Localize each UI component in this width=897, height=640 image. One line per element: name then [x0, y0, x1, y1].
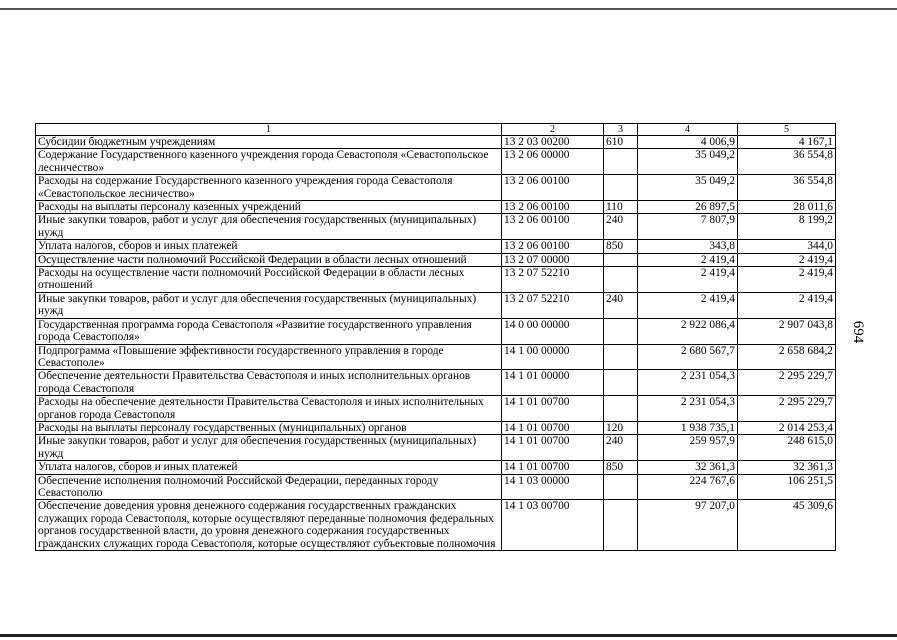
table-row: [36, 421, 836, 434]
row-value-1-cell: 2 231 054,3: [638, 396, 738, 422]
row-value-2-cell: 2 419,4: [738, 267, 836, 293]
row-csr-cell: 13 2 03 00200: [502, 136, 604, 149]
row-name-cell: Уплата налогов, сборов и иных платежей: [36, 240, 502, 253]
row-value-1-cell: 32 361,3: [638, 461, 738, 474]
row-value-1-cell: 343,8: [638, 240, 738, 253]
row-name-cell: Уплата налогов, сборов и иных платежей: [36, 461, 502, 474]
row-name-cell: Государственная программа города Севастополя «Развитие государственного управления города Севастополя»: [36, 318, 502, 344]
table-row: [36, 500, 836, 551]
row-value-2-cell: 106 251,5: [738, 474, 836, 500]
row-value-2-cell: 2 014 253,4: [738, 421, 836, 434]
row-value-2-cell: 2 419,4: [738, 253, 836, 266]
row-value-2-cell: 248 615,0: [738, 435, 836, 461]
row-name-cell: Расходы на содержание Государственного казенного учреждения города Севастополя «Севастопольское лесничество»: [36, 175, 502, 201]
table-row: [36, 253, 836, 266]
table-row: [36, 136, 836, 149]
table-row: [36, 396, 836, 422]
row-vr-cell: 110: [604, 201, 638, 214]
table-row: [36, 344, 836, 370]
row-name-cell: Подпрограмма «Повышение эффективности государственного управления в городе Севастополе»: [36, 344, 502, 370]
row-name-cell: Иные закупки товаров, работ и услуг для обеспечения государственных (муниципальных) нужд: [36, 435, 502, 461]
table-row: [36, 267, 836, 293]
row-value-1-cell: 2 231 054,3: [638, 370, 738, 396]
row-vr-cell: [604, 396, 638, 422]
header-cell-name: 1: [36, 124, 502, 136]
row-value-1-cell: 4 006,9: [638, 136, 738, 149]
row-csr-cell: 14 1 01 00700: [502, 396, 604, 422]
row-value-2-cell: 28 011,6: [738, 201, 836, 214]
row-name-cell: Иные закупки товаров, работ и услуг для обеспечения государственных (муниципальных) нужд: [36, 292, 502, 318]
row-name-cell: Осуществление части полномочий Российской Федерации в области лесных отношений: [36, 253, 502, 266]
row-csr-cell: 14 1 01 00700: [502, 461, 604, 474]
header-row: [36, 124, 836, 136]
page-number: 694: [850, 320, 866, 344]
row-value-1-cell: 224 767,6: [638, 474, 738, 500]
row-value-1-cell: 26 897,5: [638, 201, 738, 214]
table-row: [36, 175, 836, 201]
row-value-1-cell: 97 207,0: [638, 500, 738, 551]
row-csr-cell: 13 2 06 00000: [502, 149, 604, 175]
row-csr-cell: 14 1 03 00700: [502, 500, 604, 551]
row-csr-cell: 13 2 06 00100: [502, 201, 604, 214]
row-csr-cell: 13 2 06 00100: [502, 175, 604, 201]
row-value-1-cell: 2 922 086,4: [638, 318, 738, 344]
row-value-2-cell: 45 309,6: [738, 500, 836, 551]
header-cell-value-1: 4: [638, 124, 738, 136]
row-csr-cell: 13 2 06 00100: [502, 214, 604, 240]
row-name-cell: Обеспечение исполнения полномочий Российской Федерации, переданных городу Севастополю: [36, 474, 502, 500]
row-csr-cell: 13 2 07 52210: [502, 267, 604, 293]
row-csr-cell: 14 0 00 00000: [502, 318, 604, 344]
budget-table: [35, 123, 836, 551]
row-value-2-cell: 2 295 229,7: [738, 396, 836, 422]
row-vr-cell: [604, 500, 638, 551]
row-value-2-cell: 2 295 229,7: [738, 370, 836, 396]
row-name-cell: Расходы на выплаты персоналу казенных учреждений: [36, 201, 502, 214]
row-vr-cell: 240: [604, 435, 638, 461]
row-csr-cell: 14 1 01 00000: [502, 370, 604, 396]
row-vr-cell: [604, 370, 638, 396]
row-name-cell: Расходы на осуществление части полномочий Российской Федерации в области лесных отношений: [36, 267, 502, 293]
row-value-1-cell: 259 957,9: [638, 435, 738, 461]
row-vr-cell: 850: [604, 240, 638, 253]
bottom-rule: [0, 634, 897, 637]
row-value-2-cell: 32 361,3: [738, 461, 836, 474]
row-value-2-cell: 344,0: [738, 240, 836, 253]
row-value-2-cell: 2 658 684,2: [738, 344, 836, 370]
row-csr-cell: 14 1 01 00700: [502, 435, 604, 461]
row-value-2-cell: 2 907 043,8: [738, 318, 836, 344]
row-value-1-cell: 35 049,2: [638, 175, 738, 201]
row-value-1-cell: 1 938 735,1: [638, 421, 738, 434]
row-vr-cell: 240: [604, 292, 638, 318]
table-row: [36, 149, 836, 175]
row-vr-cell: 850: [604, 461, 638, 474]
table-row: [36, 370, 836, 396]
row-csr-cell: 14 1 01 00700: [502, 421, 604, 434]
row-vr-cell: [604, 149, 638, 175]
row-value-2-cell: 8 199,2: [738, 214, 836, 240]
row-vr-cell: 240: [604, 214, 638, 240]
header-cell-vr: 3: [604, 124, 638, 136]
header-cell-value-2: 5: [738, 124, 836, 136]
row-value-1-cell: 35 049,2: [638, 149, 738, 175]
row-vr-cell: [604, 253, 638, 266]
row-csr-cell: 13 2 06 00100: [502, 240, 604, 253]
table-row: [36, 292, 836, 318]
row-name-cell: Обеспечение деятельности Правительства Севастополя и иных исполнительных органов города Севастополя: [36, 370, 502, 396]
row-value-2-cell: 36 554,8: [738, 175, 836, 201]
row-name-cell: Содержание Государственного казенного учреждения города Севастополя «Севастопольское лесничество»: [36, 149, 502, 175]
row-vr-cell: 610: [604, 136, 638, 149]
table-row: [36, 435, 836, 461]
budget-table-body: [36, 124, 836, 551]
row-vr-cell: [604, 267, 638, 293]
row-value-2-cell: 4 167,1: [738, 136, 836, 149]
table-row: [36, 474, 836, 500]
row-csr-cell: 13 2 07 52210: [502, 292, 604, 318]
row-csr-cell: 14 1 00 00000: [502, 344, 604, 370]
row-value-1-cell: 2 419,4: [638, 253, 738, 266]
row-name-cell: Расходы на обеспечение деятельности Правительства Севастополя и иных исполнительных органов города Севастополя: [36, 396, 502, 422]
row-value-2-cell: 36 554,8: [738, 149, 836, 175]
row-name-cell: Иные закупки товаров, работ и услуг для обеспечения государственных (муниципальных) нужд: [36, 214, 502, 240]
header-cell-csr: 2: [502, 124, 604, 136]
table-row: [36, 318, 836, 344]
row-value-2-cell: 2 419,4: [738, 292, 836, 318]
row-vr-cell: [604, 344, 638, 370]
table-row: [36, 201, 836, 214]
row-vr-cell: 120: [604, 421, 638, 434]
row-vr-cell: [604, 318, 638, 344]
table-row: [36, 240, 836, 253]
row-value-1-cell: 2 419,4: [638, 292, 738, 318]
row-name-cell: Обеспечение доведения уровня денежного содержания государственных гражданских служащих города Севастополя, которые осуществляют переданные полномочия федеральных органов государственной власти, до уровня денежного содержания государственных гражданских служащих города Севастополя, которые осуществляют субъектовые полномочия: [36, 500, 502, 551]
row-value-1-cell: 2 680 567,7: [638, 344, 738, 370]
row-value-1-cell: 2 419,4: [638, 267, 738, 293]
row-csr-cell: 13 2 07 00000: [502, 253, 604, 266]
row-vr-cell: [604, 474, 638, 500]
row-value-1-cell: 7 807,9: [638, 214, 738, 240]
row-name-cell: Расходы на выплаты персоналу государственных (муниципальных) органов: [36, 421, 502, 434]
row-name-cell: Субсидии бюджетным учреждениям: [36, 136, 502, 149]
table-row: [36, 214, 836, 240]
top-rule: [0, 8, 897, 10]
row-csr-cell: 14 1 03 00000: [502, 474, 604, 500]
table-row: [36, 461, 836, 474]
row-vr-cell: [604, 175, 638, 201]
